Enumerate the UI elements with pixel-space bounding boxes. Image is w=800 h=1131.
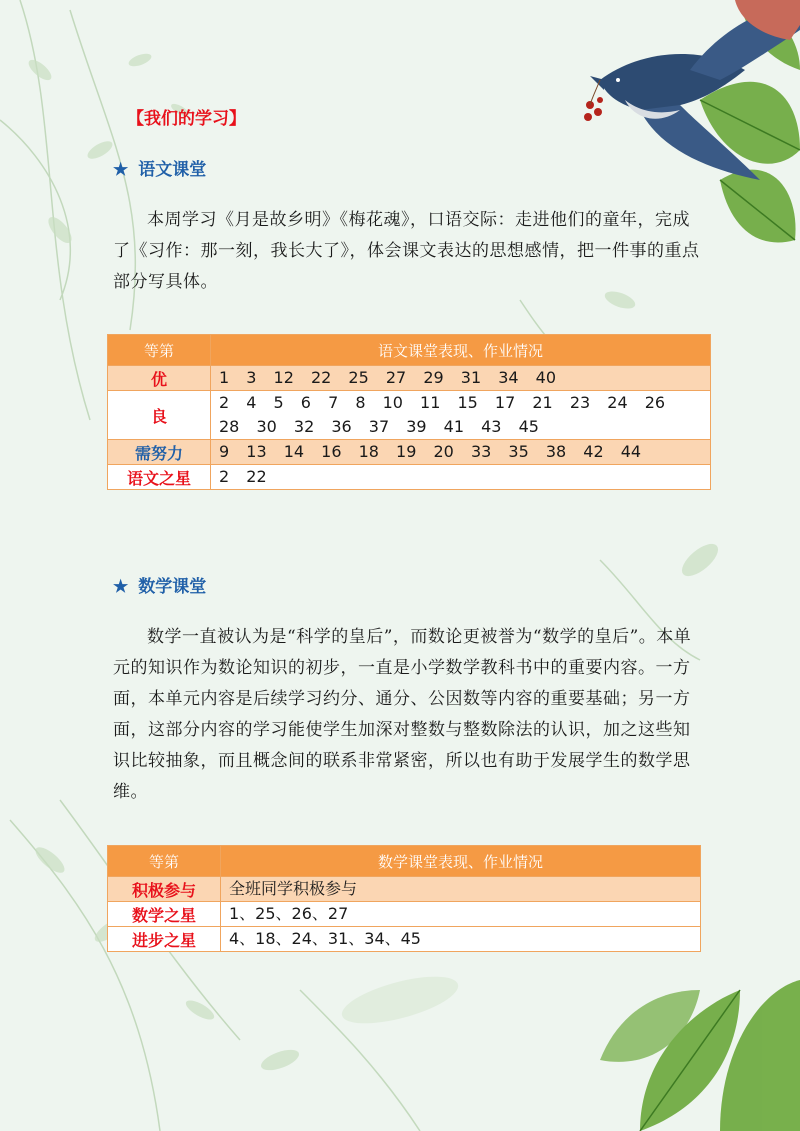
section-title: 【我们的学习】: [127, 109, 246, 129]
star-icon: ★: [113, 160, 129, 180]
values-cell: 2 22: [211, 465, 711, 490]
chinese-heading: [113, 155, 206, 180]
chinese-table: [107, 334, 711, 490]
star-icon: ★: [113, 577, 129, 597]
math-heading-text: 数学课堂: [138, 577, 207, 597]
table-col-performance: 数学课堂表现、作业情况: [221, 846, 701, 877]
chinese-paragraph: 本周学习《月是故乡明》《梅花魂》，口语交际：走进他们的童年，完成了《习作：那一刻，我长大了》，体会课文表达的思想感情，把一件事的重点部分写具体。: [113, 210, 700, 292]
table-row: [108, 927, 701, 952]
grade-cell: 进步之星: [108, 927, 221, 952]
grade-cell: 需努力: [108, 440, 211, 465]
table-col-grade: 等第: [108, 335, 211, 366]
math-table: [107, 845, 701, 952]
table-header-row: [108, 846, 701, 877]
values-cell: 2 4 5 6 7 8 10 11 15 17 21 23 24 26 28 30 32 36 37 39 41 43 45: [211, 391, 711, 440]
math-heading: [113, 572, 206, 597]
math-paragraph: 数学一直被认为是“科学的皇后”，而数论更被誉为“数学的皇后”。本单元的知识作为数论知识的初步，一直是小学数学教科书中的重要内容。一方面，本单元内容是后续学习约分、通分、公因数等内容的重要基础；另一方面，这部分内容的学习能使学生加深对整数与整数除法的认识，加之这些知识比较抽象，而且概念间的联系非常紧密，所以也有助于发展学生的数学思维。: [113, 627, 692, 802]
table-header-row: [108, 335, 711, 366]
values-cell: 9 13 14 16 18 19 20 33 35 38 42 44: [211, 440, 711, 465]
table-col-grade: 等第: [108, 846, 221, 877]
chinese-heading-text: 语文课堂: [138, 160, 207, 180]
values-cell: 1 3 12 22 25 27 29 31 34 40: [211, 366, 711, 391]
grade-cell: 积极参与: [108, 877, 221, 902]
values-cell: 全班同学积极参与: [221, 877, 701, 902]
values-cell: 1、25、26、27: [221, 902, 701, 927]
table-col-performance: 语文课堂表现、作业情况: [211, 335, 711, 366]
grade-cell: 数学之星: [108, 902, 221, 927]
values-cell: 4、18、24、31、34、45: [221, 927, 701, 952]
grade-cell: 优: [108, 366, 211, 391]
grade-cell: 良: [108, 391, 211, 440]
table-row: [108, 465, 711, 490]
table-row: [108, 902, 701, 927]
table-row: [108, 877, 701, 902]
grade-cell: 语文之星: [108, 465, 211, 490]
table-row: [108, 391, 711, 440]
table-row: [108, 366, 711, 391]
table-row: [108, 440, 711, 465]
